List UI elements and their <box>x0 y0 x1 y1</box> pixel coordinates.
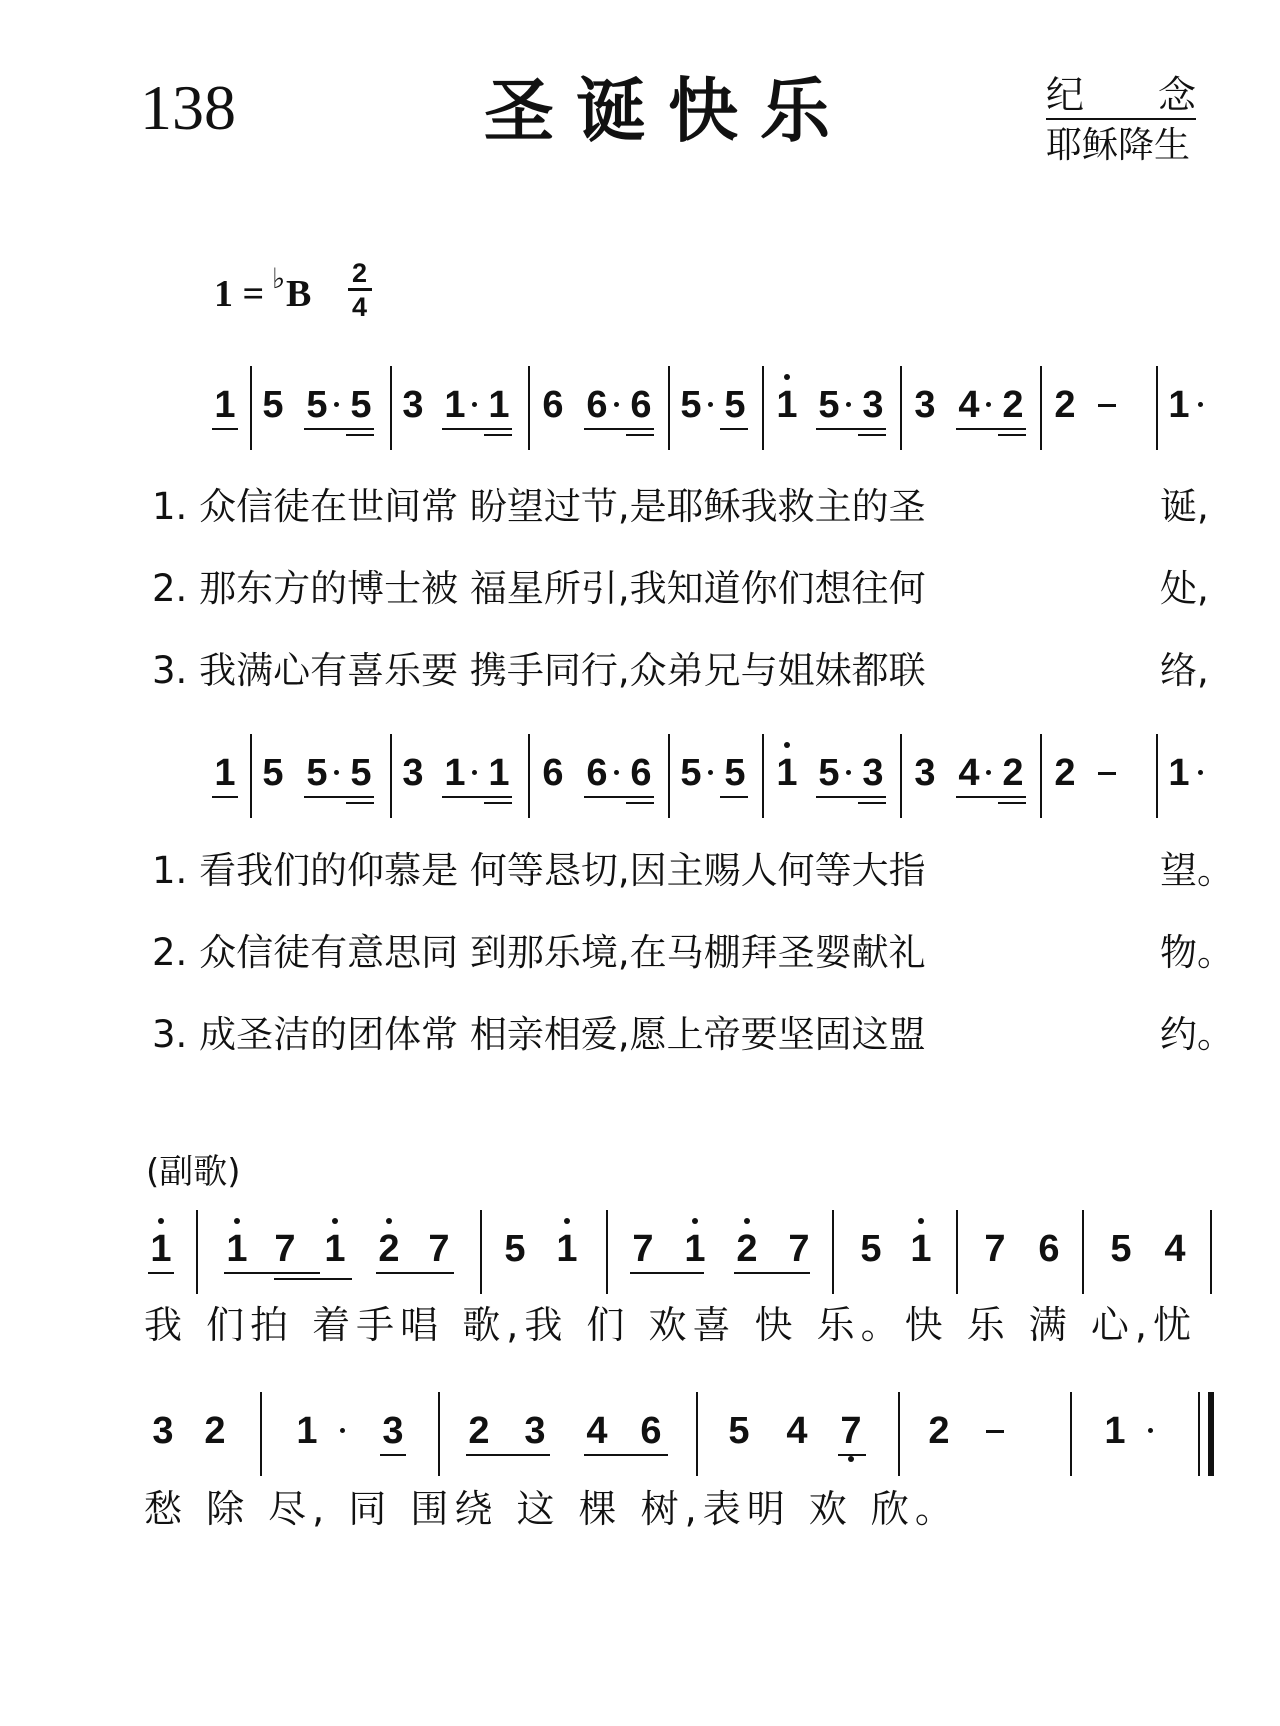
beam-underline <box>212 428 238 430</box>
augmentation-dot <box>1198 770 1203 775</box>
bar-line <box>1082 1210 1084 1294</box>
hymn-number: 138 <box>140 72 236 143</box>
beam-underline <box>442 428 512 430</box>
jianpu-note: 2 <box>736 1228 758 1270</box>
bar-line <box>696 1392 698 1476</box>
verse-2-lyric-a: 2. 那东方的博士被 福星所引,我知道你们想往何 <box>152 567 926 610</box>
jianpu-note: 4 <box>786 1410 808 1452</box>
jianpu-note: 2 <box>1054 384 1076 426</box>
verse-3-lyric-a-end: 络, <box>1160 649 1209 692</box>
octave-dot-above <box>744 1218 750 1224</box>
beam-underline <box>442 796 512 798</box>
jianpu-note: 7 <box>984 1228 1006 1270</box>
octave-dot-above <box>784 742 790 748</box>
jianpu-note: 5 <box>262 752 284 794</box>
bar-line <box>528 366 530 450</box>
bar-line <box>196 1210 198 1294</box>
jianpu-note: 6 <box>586 384 608 426</box>
beam-underline <box>584 1454 668 1456</box>
jianpu-note: 3 <box>382 1410 404 1452</box>
sustain-dash <box>1098 404 1116 407</box>
jianpu-note: 2 <box>468 1410 490 1452</box>
verse-3-lyric-b: 3. 成圣洁的团体常 相亲相爱,愿上帝要坚固这盟 <box>152 1013 926 1056</box>
augmentation-dot <box>334 770 339 775</box>
beam-underline <box>630 1272 704 1274</box>
bar-line <box>250 734 252 818</box>
beam-underline <box>212 796 238 798</box>
augmentation-dot <box>846 402 851 407</box>
hymn-title: 圣诞快乐 <box>484 70 852 152</box>
bar-line <box>528 734 530 818</box>
jianpu-note: 2 <box>1002 384 1024 426</box>
jianpu-note: 2 <box>378 1228 400 1270</box>
verse-1-lyric-b: 1. 看我们的仰慕是 何等恳切,因主赐人何等大指 <box>152 849 926 892</box>
beam-underline <box>720 428 748 430</box>
beam-underline <box>734 1272 810 1274</box>
verse-3-lyric-b-end: 约。 <box>1160 1013 1234 1056</box>
jianpu-note: 2 <box>1054 752 1076 794</box>
jianpu-note: 3 <box>402 752 424 794</box>
verse-1-lyric-a-end: 诞, <box>1160 485 1209 528</box>
bar-line <box>438 1392 440 1476</box>
bar-line <box>668 366 670 450</box>
augmentation-dot <box>708 402 713 407</box>
jianpu-note: 5 <box>306 384 328 426</box>
jianpu-note: 3 <box>862 384 884 426</box>
octave-dot-below <box>848 1456 854 1462</box>
jianpu-note: 5 <box>306 752 328 794</box>
bar-line <box>1208 1392 1214 1476</box>
augmentation-dot <box>614 770 619 775</box>
jianpu-note: 5 <box>350 752 372 794</box>
beam-underline <box>816 796 886 798</box>
chorus-lyric-2: 愁 除 尽, 同 围绕 这 棵 树,表明 欢 欣。 <box>144 1487 959 1531</box>
verse-3-lyric-a: 3. 我满心有喜乐要 携手同行,众弟兄与姐妹都联 <box>152 649 926 692</box>
jianpu-note: 1 <box>324 1228 346 1270</box>
bar-line <box>1156 734 1158 818</box>
jianpu-note: 5 <box>724 384 746 426</box>
beam-underline <box>626 434 654 436</box>
flat-sign: ♭ <box>272 262 286 295</box>
jianpu-note: 5 <box>728 1410 750 1452</box>
jianpu-note: 2 <box>204 1410 226 1452</box>
bar-line <box>606 1210 608 1294</box>
augmentation-dot <box>614 402 619 407</box>
chorus-label: (副歌) <box>146 1152 241 1192</box>
bar-line <box>1070 1392 1072 1476</box>
jianpu-note: 1 <box>1168 384 1190 426</box>
jianpu-note: 1 <box>214 752 236 794</box>
jianpu-note: 3 <box>402 384 424 426</box>
beam-underline <box>998 434 1026 436</box>
sustain-dash <box>1098 772 1116 775</box>
jianpu-note: 4 <box>1164 1228 1186 1270</box>
jianpu-note: 1 <box>214 384 236 426</box>
jianpu-note: 2 <box>928 1410 950 1452</box>
bar-line <box>1156 366 1158 450</box>
beam-underline <box>304 428 374 430</box>
jianpu-note: 5 <box>860 1228 882 1270</box>
jianpu-note: 3 <box>862 752 884 794</box>
occasion-char-b: 念 <box>1157 73 1196 117</box>
bar-line <box>390 734 392 818</box>
jianpu-note: 1 <box>776 752 798 794</box>
jianpu-note: 7 <box>788 1228 810 1270</box>
augmentation-dot <box>334 402 339 407</box>
jianpu-note: 6 <box>1038 1228 1060 1270</box>
verse-1-lyric-a: 1. 众信徒在世间常 盼望过节,是耶稣我救主的圣 <box>152 485 926 528</box>
octave-dot-above <box>234 1218 240 1224</box>
beam-underline <box>380 1454 406 1456</box>
bar-line <box>260 1392 262 1476</box>
verse-2-lyric-a-end: 处, <box>1160 567 1209 610</box>
jianpu-note: 6 <box>630 752 652 794</box>
verse-1-lyric-b-end: 望。 <box>1160 849 1234 892</box>
augmentation-dot <box>1148 1428 1153 1433</box>
jianpu-note: 1 <box>1104 1410 1126 1452</box>
jianpu-note: 7 <box>840 1410 862 1452</box>
jianpu-note: 1 <box>444 384 466 426</box>
beam-underline <box>720 796 748 798</box>
jianpu-note: 6 <box>640 1410 662 1452</box>
bar-line <box>250 366 252 450</box>
augmentation-dot <box>986 770 991 775</box>
key-signature-prefix: 1 = <box>214 273 265 315</box>
bar-line <box>762 366 764 450</box>
jianpu-note: 1 <box>684 1228 706 1270</box>
verse-2-lyric-b-end: 物。 <box>1160 931 1234 974</box>
beam-underline <box>346 802 374 804</box>
beam-underline <box>998 802 1026 804</box>
bar-line <box>1040 366 1042 450</box>
beam-underline <box>376 1272 454 1274</box>
augmentation-dot <box>472 770 477 775</box>
verse-2-lyric-b: 2. 众信徒有意思同 到那乐境,在马棚拜圣婴献礼 <box>152 931 926 974</box>
beam-underline <box>838 1454 866 1456</box>
time-signature-bar <box>348 288 372 291</box>
jianpu-note: 4 <box>586 1410 608 1452</box>
jianpu-note: 5 <box>680 752 702 794</box>
bar-line <box>900 734 902 818</box>
bar-line <box>1210 1210 1212 1294</box>
bar-line <box>390 366 392 450</box>
augmentation-dot <box>340 1428 345 1433</box>
occasion-line-2: 耶稣降生 <box>1046 125 1191 166</box>
jianpu-note: 5 <box>818 752 840 794</box>
beam-underline <box>858 434 886 436</box>
jianpu-note: 5 <box>504 1228 526 1270</box>
jianpu-note: 5 <box>262 384 284 426</box>
beam-underline <box>816 428 886 430</box>
sustain-dash <box>986 1430 1004 1433</box>
bar-line <box>480 1210 482 1294</box>
jianpu-note: 4 <box>958 752 980 794</box>
octave-dot-above <box>564 1218 570 1224</box>
beam-underline <box>956 796 1026 798</box>
octave-dot-above <box>158 1218 164 1224</box>
beam-underline <box>956 428 1026 430</box>
jianpu-note: 4 <box>958 384 980 426</box>
chorus-lyric-1: 我 们拍 着手唱 歌,我 们 欢喜 快 乐。快 乐 满 心,忧 <box>144 1303 1197 1347</box>
bar-line <box>762 734 764 818</box>
jianpu-note: 6 <box>586 752 608 794</box>
bar-line <box>898 1392 900 1476</box>
beam-underline <box>304 796 374 798</box>
key-note: B <box>286 273 312 315</box>
jianpu-note: 1 <box>150 1228 172 1270</box>
jianpu-note: 2 <box>1002 752 1024 794</box>
octave-dot-above <box>692 1218 698 1224</box>
augmentation-dot <box>472 402 477 407</box>
jianpu-note: 1 <box>776 384 798 426</box>
octave-dot-above <box>784 374 790 380</box>
occasion-char-a: 纪 <box>1046 73 1085 117</box>
jianpu-note: 1 <box>226 1228 248 1270</box>
bar-line <box>1198 1392 1200 1476</box>
jianpu-note: 7 <box>632 1228 654 1270</box>
jianpu-note: 5 <box>724 752 746 794</box>
beam-underline <box>274 1278 352 1280</box>
augmentation-dot <box>986 402 991 407</box>
octave-dot-above <box>918 1218 924 1224</box>
bar-line <box>956 1210 958 1294</box>
time-signature-numerator: 2 <box>352 258 368 288</box>
bar-line <box>900 366 902 450</box>
jianpu-note: 5 <box>680 384 702 426</box>
jianpu-note: 6 <box>542 384 564 426</box>
octave-dot-above <box>332 1218 338 1224</box>
beam-underline <box>484 434 512 436</box>
beam-underline <box>224 1272 320 1274</box>
jianpu-note: 1 <box>910 1228 932 1270</box>
jianpu-note: 1 <box>556 1228 578 1270</box>
jianpu-note: 6 <box>542 752 564 794</box>
beam-underline <box>148 1272 174 1274</box>
beam-underline <box>626 802 654 804</box>
jianpu-note: 5 <box>350 384 372 426</box>
jianpu-note: 3 <box>914 752 936 794</box>
beam-underline <box>484 802 512 804</box>
augmentation-dot <box>846 770 851 775</box>
augmentation-dot <box>708 770 713 775</box>
augmentation-dot <box>1198 402 1203 407</box>
jianpu-note: 7 <box>274 1228 296 1270</box>
jianpu-note: 7 <box>428 1228 450 1270</box>
jianpu-note: 1 <box>488 752 510 794</box>
jianpu-note: 1 <box>1168 752 1190 794</box>
bar-line <box>1040 734 1042 818</box>
jianpu-note: 6 <box>630 384 652 426</box>
beam-underline <box>584 796 654 798</box>
jianpu-note: 5 <box>818 384 840 426</box>
jianpu-note: 1 <box>488 384 510 426</box>
jianpu-note: 3 <box>524 1410 546 1452</box>
beam-underline <box>584 428 654 430</box>
beam-underline <box>858 802 886 804</box>
jianpu-note: 3 <box>914 384 936 426</box>
jianpu-note: 5 <box>1110 1228 1132 1270</box>
time-signature-denominator: 4 <box>352 292 368 322</box>
octave-dot-above <box>386 1218 392 1224</box>
beam-underline <box>466 1454 550 1456</box>
jianpu-note: 3 <box>152 1410 174 1452</box>
jianpu-note: 1 <box>444 752 466 794</box>
beam-underline <box>346 434 374 436</box>
bar-line <box>668 734 670 818</box>
bar-line <box>832 1210 834 1294</box>
jianpu-note: 1 <box>296 1410 318 1452</box>
